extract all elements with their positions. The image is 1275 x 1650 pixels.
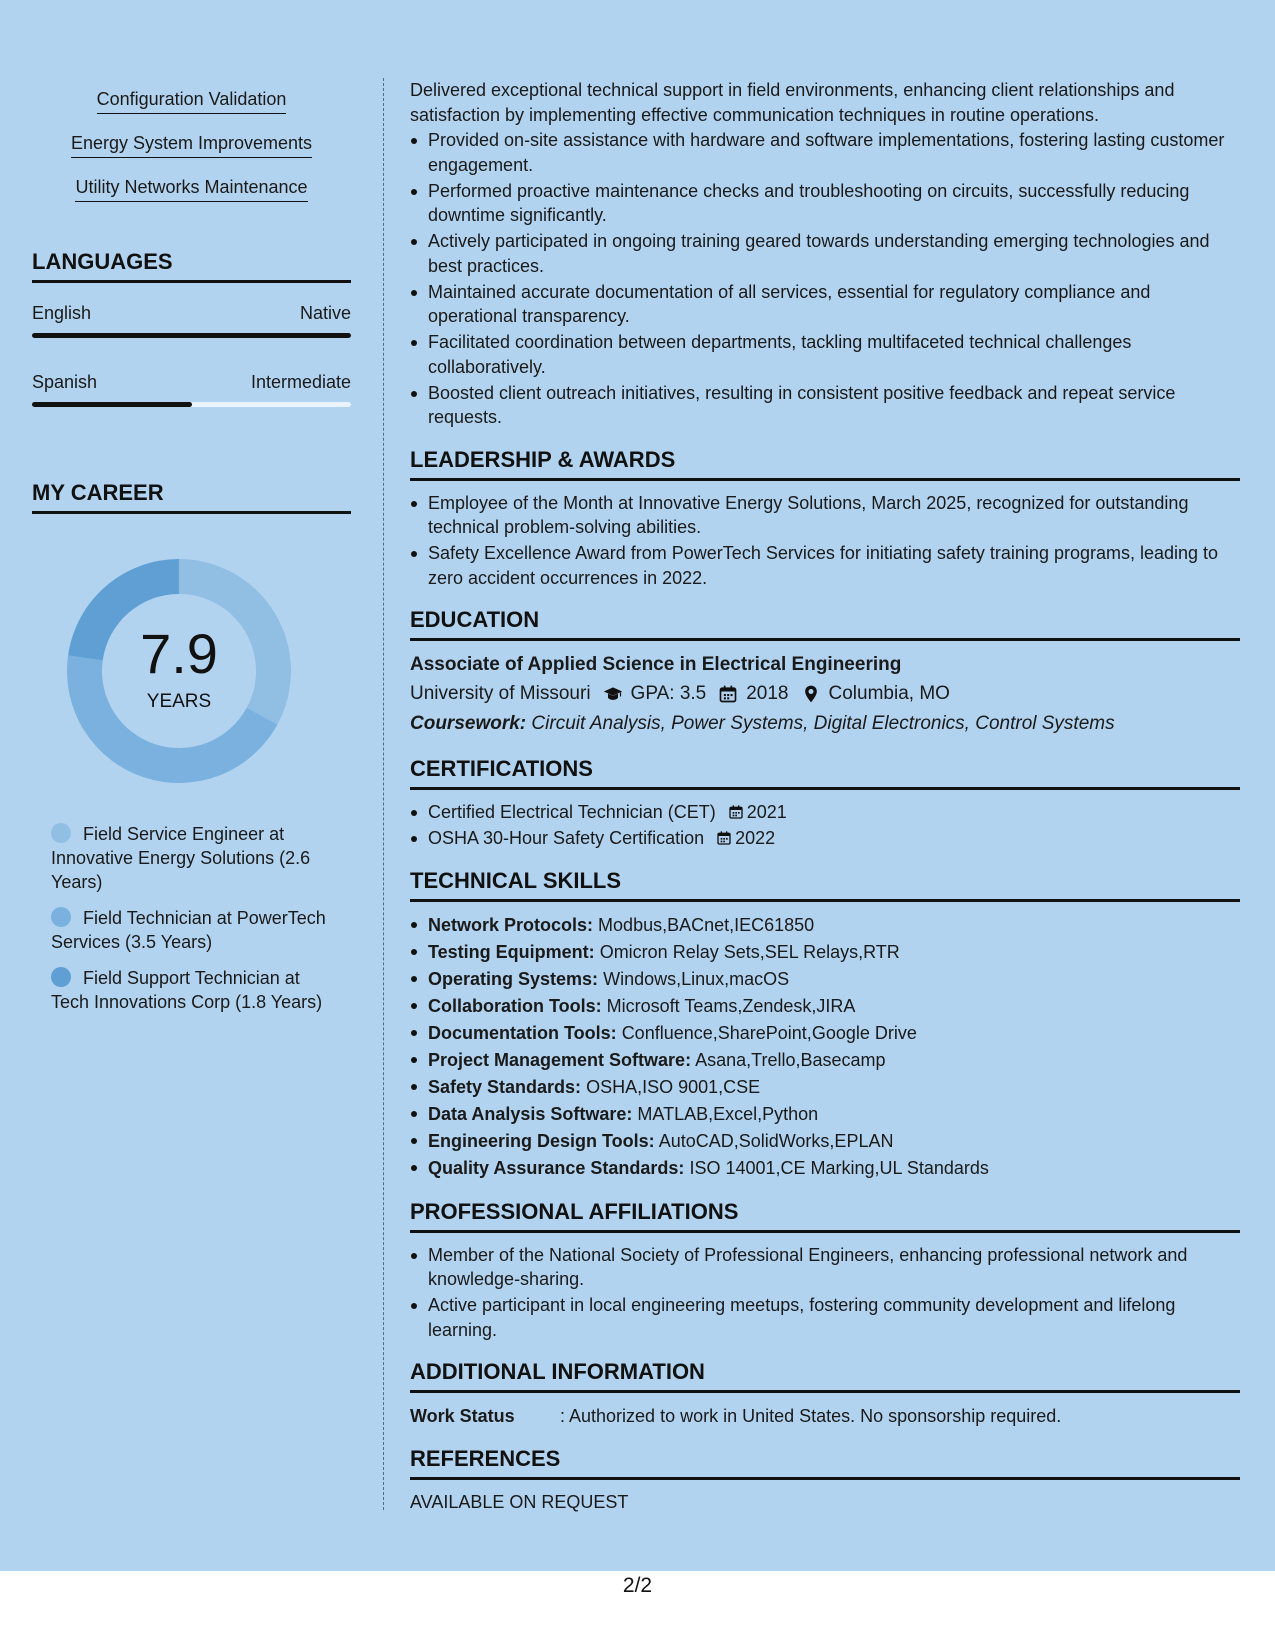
experience-bullet: Facilitated coordination between departments, tackling multifaceted technical challenges collaboratively. [428,330,1240,379]
technical-skill-label: Quality Assurance Standards: [428,1157,685,1178]
column-divider [383,78,384,1510]
technical-skill-value: AutoCAD,SolidWorks,EPLAN [658,1130,894,1151]
career-total-years: 7.9 [140,622,218,685]
certification-item [428,800,1240,825]
language-name: Spanish [32,372,98,392]
skill-item [32,131,351,158]
certifications-list [410,800,1240,851]
language-bar [32,402,351,407]
page-number: 2/2 [622,1574,653,1597]
calendar-icon [728,804,744,820]
technical-skill-item [428,1101,1240,1128]
technical-skill-item [428,1128,1240,1155]
certifications-heading: CERTIFICATIONS [410,755,1240,790]
career-donut-chart [64,556,294,786]
skill-label: Energy System Improvements [71,131,312,158]
technical-skill-label: Documentation Tools: [428,1022,617,1043]
references-heading: REFERENCES [410,1445,1240,1480]
technical-skill-value: Modbus,BACnet,IEC61850 [598,914,815,935]
certification-name: OSHA 30-Hour Safety Certification [428,828,705,848]
left-column [32,78,351,1026]
technical-skill-item [428,1155,1240,1182]
affiliation-bullet: Member of the National Society of Professional Engineers, enhancing professional network and knowledge-sharing. [428,1243,1240,1292]
language-name: English [32,303,92,323]
affiliations-list [410,1243,1240,1343]
language-bar-fill [32,333,351,338]
career-legend-dot [51,907,71,927]
experience-bullet: Performed proactive maintenance checks and troubleshooting on circuits, successfully reducing downtime significantly. [428,179,1240,228]
leadership-bullets [410,491,1240,591]
right-column [410,78,1240,1515]
career-legend-item [32,966,341,1014]
donut-center [64,556,294,786]
coursework-value: Circuit Analysis, Power Systems, Digital Electronics, Control Systems [531,713,1115,734]
technical-skill-value: ISO 14001,CE Marking,UL Standards [689,1157,989,1178]
technical-skill-value: Microsoft Teams,Zendesk,JIRA [606,995,856,1016]
technical-skill-value: MATLAB,Excel,Python [637,1103,819,1124]
leadership-bullet: Safety Excellence Award from PowerTech Services for initiating safety training programs, leading to zero accident occurrences in 2022. [428,541,1240,590]
technical-skill-label: Data Analysis Software: [428,1103,633,1124]
technical-skill-item [428,939,1240,966]
career-legend-label: Field Service Engineer at Innovative Energy Solutions (2.6 Years) [51,824,311,892]
skill-label: Utility Networks Maintenance [75,175,307,202]
technical-skills-list [410,912,1240,1182]
language-bar [32,333,351,338]
technical-skill-label: Safety Standards: [428,1076,582,1097]
experience-bullet: Maintained accurate documentation of all services, essential for regulatory compliance and operational transparency. [428,280,1240,329]
certification-name: Certified Electrical Technician (CET) [428,802,716,822]
technical-skill-value: Windows,Linux,macOS [603,968,790,989]
skill-item [32,175,351,202]
certification-item [428,826,1240,851]
technical-skill-item [428,912,1240,939]
technical-skill-label: Collaboration Tools: [428,995,602,1016]
work-status-value: : Authorized to work in United States. No sponsorship required. [560,1406,1062,1426]
technical-skill-value: Confluence,SharePoint,Google Drive [621,1022,917,1043]
technical-skill-item [428,1074,1240,1101]
additional-info-heading: ADDITIONAL INFORMATION [410,1358,1240,1393]
technical-skill-label: Testing Equipment: [428,941,595,962]
technical-skill-item [428,966,1240,993]
experience-bullet: Actively participated in ongoing training geared towards understanding emerging technologies and best practices. [428,229,1240,278]
language-level: Native [299,303,351,323]
technical-skill-label: Project Management Software: [428,1049,692,1070]
language-english [32,301,351,338]
experience-intro: Delivered exceptional technical support in field environments, enhancing client relationships and satisfaction by implementing effective communication techniques in routine operations. [410,80,1175,125]
education-meta [410,679,1240,709]
certification-year: 2022 [735,828,776,848]
career-legend-dot [51,823,71,843]
education-heading: EDUCATION [410,606,1240,641]
education-coursework [410,709,1240,739]
education-gpa: GPA: 3.5 [630,683,707,704]
career-legend-label: Field Technician at PowerTech Services (3.5 Years) [51,908,326,952]
technical-skill-label: Engineering Design Tools: [428,1130,655,1151]
language-spanish [32,370,351,407]
career-legend-item [32,906,341,954]
technical-skill-label: Operating Systems: [428,968,599,989]
education-school: University of Missouri [410,683,591,704]
career-legend-label: Field Support Technician at Tech Innovations Corp (1.8 Years) [51,968,323,1012]
education-year: 2018 [746,683,789,704]
skill-label: Configuration Validation [97,87,287,114]
technical-skill-label: Network Protocols: [428,914,594,935]
technical-skill-item [428,993,1240,1020]
calendar-icon [718,684,738,704]
technical-skill-value: OSHA,ISO 9001,CSE [586,1076,761,1097]
coursework-label: Coursework: [410,713,527,734]
career-legend [32,822,351,1014]
education-location: Columbia, MO [828,683,950,704]
technical-skill-value: Asana,Trello,Basecamp [695,1049,886,1070]
affiliation-bullet: Active participant in local engineering meetups, fostering community development and lifelong learning. [428,1293,1240,1342]
affiliations-heading: PROFESSIONAL AFFILIATIONS [410,1198,1240,1233]
career-legend-dot [51,967,71,987]
references-text: AVAILABLE ON REQUEST [410,1492,629,1512]
language-level: Intermediate [250,372,351,392]
leadership-bullet: Employee of the Month at Innovative Energy Solutions, March 2025, recognized for outstanding technical problem-solving abilities. [428,491,1240,540]
graduation-cap-icon [603,684,623,704]
certification-year: 2021 [746,802,787,822]
technical-skill-value: Omicron Relay Sets,SEL Relays,RTR [599,941,900,962]
technical-skills-heading: TECHNICAL SKILLS [410,867,1240,902]
career-heading: MY CAREER [32,479,351,514]
location-pin-icon [801,684,821,704]
experience-bullet: Boosted client outreach initiatives, resulting in consistent positive feedback and repeat service requests. [428,381,1240,430]
calendar-icon [716,830,732,846]
education-degree: Associate of Applied Science in Electrical Engineering [410,654,902,675]
experience-bullets [410,128,1240,430]
leadership-heading: LEADERSHIP & AWARDS [410,446,1240,481]
work-status-label: Work Status [410,1406,515,1426]
career-legend-item [32,822,341,894]
technical-skill-item [428,1047,1240,1074]
work-status-row [410,1403,1240,1429]
experience-bullet: Provided on-site assistance with hardware and software implementations, fostering lasting customer engagement. [428,128,1240,177]
language-bar-fill [32,402,192,407]
technical-skill-item [428,1020,1240,1047]
languages-heading: LANGUAGES [32,248,351,283]
career-total-unit: YEARS [146,691,212,712]
skill-item [32,87,351,114]
